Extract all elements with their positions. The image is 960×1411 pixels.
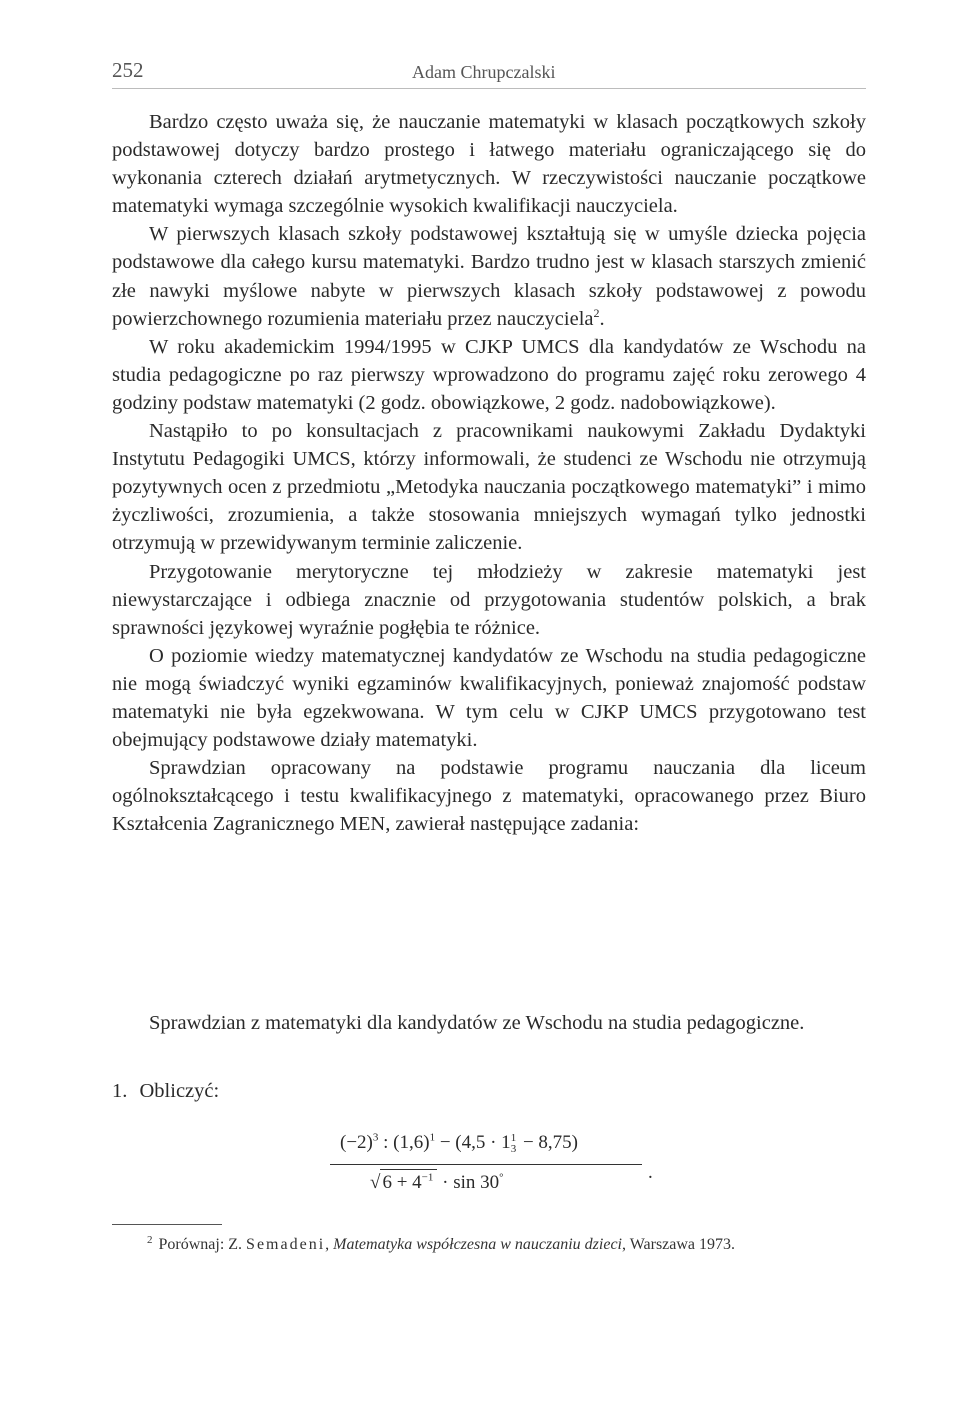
mixed-fraction-denominator: 3 xyxy=(510,1142,517,1155)
footnote-author: Semadeni xyxy=(246,1236,326,1253)
radicand-exponent: −1 xyxy=(421,1171,434,1184)
denominator-sin: · sin 30 xyxy=(437,1172,500,1193)
paragraph-2-period: . xyxy=(599,307,605,330)
radicand-text: 6 + 4 xyxy=(382,1172,422,1193)
paragraph-3: W roku akademickim 1994/1995 w CJKP UMCS dla kandydatów ze Wschodu na studia pedagogiczne po raz pierwszy wprowadzono do programu zajęć roku zerowego 4 godziny podstaw matematyki (2 godz. obowiązkowe, 2 godz. nadobowiązkowe). xyxy=(112,335,866,414)
numerator-exponent-b: 1 xyxy=(429,1131,436,1144)
task-1 xyxy=(112,1080,219,1103)
footnote-separator: , xyxy=(325,1236,334,1253)
running-head: Adam Chrupczalski xyxy=(412,62,556,82)
mixed-fraction-numerator: 1 xyxy=(510,1131,517,1144)
numerator-part-d: − 8,75) xyxy=(518,1132,578,1153)
page-header xyxy=(112,54,866,89)
test-title: Sprawdzian z matematyki dla kandydatów ze Wschodu na studia pedagogiczne. xyxy=(149,1012,805,1034)
footnote-book-title: Matematyka współczesna w nauczaniu dzieci xyxy=(333,1236,622,1253)
footnote-suffix: , Warszawa 1973. xyxy=(621,1236,736,1253)
formula-denominator xyxy=(370,1172,504,1194)
paragraph-1: Bardzo często uważa się, że nauczanie matematyki w klasach początkowych szkoły podstawowej dotyczy bardzo prostego i łatwego materiału ograniczającego się do wykonania czterech działań arytmetycznych. W rzeczywistości nauczanie początkowe matematyki wymaga szczególnie wysokich kwalifikacji nauczyciela. xyxy=(112,111,866,218)
mixed-fraction xyxy=(511,1133,517,1155)
numerator-exponent-a: 3 xyxy=(372,1131,379,1144)
numerator-part-a: (−2) xyxy=(340,1132,373,1153)
footnote-prefix: Porównaj: Z. xyxy=(158,1236,247,1253)
numerator-part-c: − (4,5 · 1 xyxy=(435,1132,511,1153)
formula-numerator xyxy=(340,1132,578,1155)
sqrt-icon: √ xyxy=(370,1172,381,1193)
formula-period: . xyxy=(648,1162,653,1183)
paragraph-7: Sprawdzian opracowany na podstawie programu nauczania dla liceum ogólnokształcącego i testu kwalifikacyjnego z matematyki, opracowanego przez Biuro Kształcenia Zagranicznego MEN, zawierał następujące zadania: xyxy=(112,757,866,836)
body-text xyxy=(112,108,866,838)
paragraph-6: O poziomie wiedzy matematycznej kandydatów ze Wschodu na studia pedagogiczne nie mogą świadczyć wyniki egzaminów kwalifikacyjnych, ponieważ znajomość podstaw matematyki nie była egzekwowana. W tym celu w CJKP UMCS przygotowano test obejmujący podstawowe działy matematyki. xyxy=(112,644,866,752)
page-number: 252 xyxy=(112,58,144,82)
paragraph-2-text: W pierwszych klasach szkoły podstawowej kształtują się w umyśle dziecka pojęcia podstawowe dla całego kursu matematyki. Bardzo trudno jest w klasach starszych zmienić złe nawyki myślowe nabyte w pierwszych klasach szkoły podstawowej z powodu powierzchownego rozumienia materiału przez nauczyciela xyxy=(112,223,866,330)
sqrt-radicand xyxy=(380,1169,437,1193)
paragraph-2 xyxy=(112,220,866,332)
numerator-part-b: : (1,6) xyxy=(378,1132,430,1153)
footnote xyxy=(147,1233,736,1254)
footnote-rule xyxy=(112,1224,222,1225)
task-1-number: 1. xyxy=(112,1080,128,1102)
task-1-label: Obliczyć: xyxy=(139,1080,220,1102)
paragraph-4: Nastąpiło to po konsultacjach z pracownikami naukowymi Zakładu Dydaktyki Instytutu Pedagogiki UMCS, którzy informowali, że studenci ze Wschodu nie otrzymują pozytywnych ocen z przedmiotu „Metodyka nauczania początkowego matematyki” i mimo życzliwości, zrozumienia, a także stosowania mniejszych wymagań tylko jednostki otrzymują w przewidywanym terminie zaliczenie. xyxy=(112,420,866,555)
degree-symbol: ° xyxy=(499,1171,504,1184)
fraction-bar xyxy=(330,1164,642,1165)
paragraph-5: Przygotowanie merytoryczne tej młodzieży w zakresie matematyki jest niewystarczające i odbiega znacznie od przygotowania studentów polskich, a brak sprawności językowej wyraźnie pogłębia te różnice. xyxy=(112,560,866,639)
footnote-mark: 2 xyxy=(147,1233,153,1246)
footnote-reference[interactable]: 2 xyxy=(593,305,600,320)
